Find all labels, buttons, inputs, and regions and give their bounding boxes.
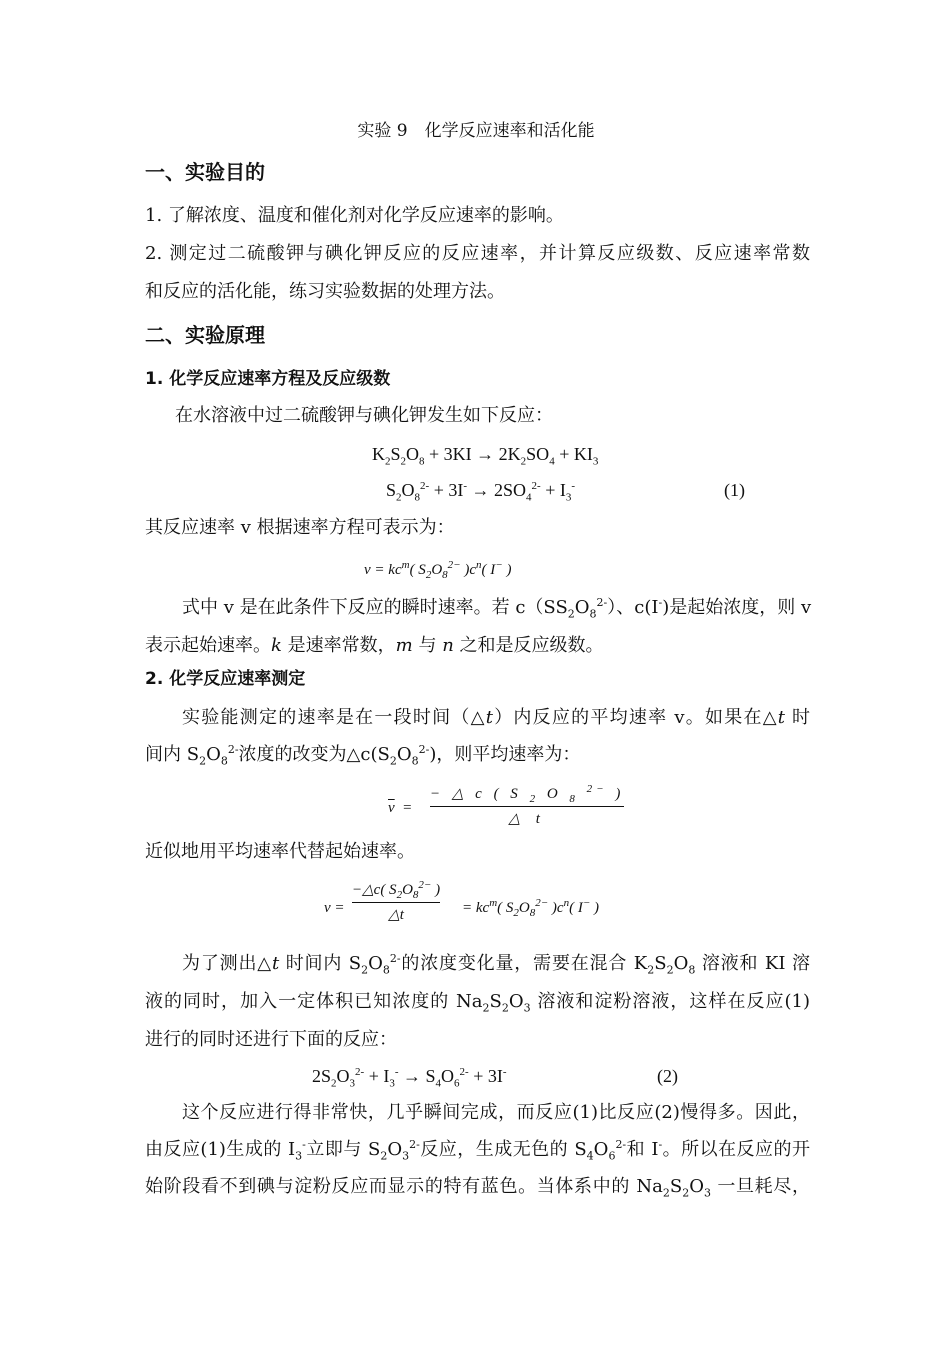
paragraph-rate-definition-line-2: 表示起始速率。k 是速率常数，m 与 n 之和是反应级数。 <box>145 635 604 656</box>
paragraph-reaction-speed-line-2: 由反应(1)生成的 $I_3^-$立即与 $S_2O_3^{2-}$反应，生成无色的 $S_4O_6^{2-}$和 I-。所以在反应的开 <box>145 1138 810 1163</box>
equation-approx-lhs: ν = <box>324 900 345 916</box>
fraction-numerator: − △ c ( S $_2$ O $_8$ $^{2-}$ ) <box>430 783 625 805</box>
fraction-denominator: △ t <box>508 811 546 827</box>
equation-number-2: (2) <box>657 1066 678 1086</box>
paragraph-reaction-intro: 在水溶液中过二硫酸钾与碘化钾发生如下反应： <box>175 405 553 426</box>
paragraph-thiosulfate-line-2: 液的同时，加入一定体积已知浓度的 $Na_2S_2O_3$ 溶液和淀粉溶液，这样在反应(1) <box>145 991 811 1015</box>
equation-approx-rhs: = $kc^m$( $S_2O_8^{2-}$ )$c^n$( I− ) <box>462 897 600 919</box>
paragraph-approximation: 近似地用平均速率代替起始速率。 <box>145 841 415 862</box>
objective-item-2-line-2: 和反应的活化能，练习实验数据的处理方法。 <box>145 281 505 302</box>
equation-approx-fraction <box>352 880 440 925</box>
objective-item-1: 1. 了解浓度、温度和催化剂对化学反应速率的影响。 <box>145 205 564 226</box>
paragraph-rate-law-intro: 其反应速率 v 根据速率方程可表示为： <box>145 517 455 538</box>
fraction-denominator: △t <box>388 907 404 923</box>
paragraph-average-rate-line-1: 实验能测定的速率是在一段时间（△t）内反应的平均速率 v。如果在△t 时 <box>182 707 810 728</box>
fraction-bar <box>352 902 440 903</box>
section-heading-objectives: 一、实验目的 <box>145 160 265 184</box>
paragraph-reaction-speed-line-1: 这个反应进行得非常快，几乎瞬间完成，而反应(1)比反应(2)慢得多。因此， <box>182 1102 810 1123</box>
section-heading-principle: 二、实验原理 <box>145 323 265 347</box>
objective-item-2-line-1: 2. 测定过二硫酸钾与碘化钾反应的反应速率，并计算反应级数、反应速率常数 <box>145 243 810 264</box>
equation-molecular: $K_2S_2O_8 + 3KI \to 2K_2SO_4 + KI_3$ <box>372 444 599 468</box>
paragraph-reaction-speed-line-3: 始阶段看不到碘与淀粉反应而显示的特有蓝色。当体系中的 $Na_2S_2O_3$ 一旦耗尽， <box>145 1176 810 1200</box>
equation-average-rate-lhs: $\overline{\nu}$ = <box>388 800 413 816</box>
subsection-heading-rate-equation: 1. 化学反应速率方程及反应级数 <box>145 369 391 389</box>
equation-rate-law: $\nu = kc^m$( $S_2O_8^{2-}$ )$c^n$( I− ) <box>364 559 512 581</box>
fraction-numerator: −△c( $S_2O_8^{2-}$ ) <box>352 879 441 901</box>
paragraph-thiosulfate-line-1: 为了测出△t 时间内 $S_2O_8^{2-}$的浓度变化量，需要在混合 $K_2S_2O_8$ 溶液和 KI 溶 <box>182 952 810 977</box>
equation-ionic-2: $2S_2O_3^{2-} + I_3^- \to S_4O_6^{2-} + 3I^-$ <box>312 1066 507 1090</box>
subsection-heading-rate-measurement: 2. 化学反应速率测定 <box>145 669 306 689</box>
equation-average-rate-fraction <box>430 784 624 829</box>
paragraph-thiosulfate-line-3: 进行的同时还进行下面的反应： <box>145 1029 397 1050</box>
page-title: 实验 9 化学反应速率和活化能 <box>357 121 595 141</box>
equation-ionic-1: $S_2O_8^{2-} + 3I^- \to 2SO_4^{2-} + I_3^-$ <box>386 480 576 504</box>
fraction-bar <box>430 806 624 807</box>
paragraph-average-rate-line-2: 间内 $S_2O_8^{2-}$浓度的改变为$\triangle c(S_2O_8^{2-})$，则平均速率为： <box>145 743 581 768</box>
equation-number-1: (1) <box>724 480 745 500</box>
paragraph-rate-definition-line-1: 式中 v 是在此条件下反应的瞬时速率。若 $c(SS_2O_8^{2-})$、c(I-)是起始浓度，则 v <box>182 596 812 621</box>
